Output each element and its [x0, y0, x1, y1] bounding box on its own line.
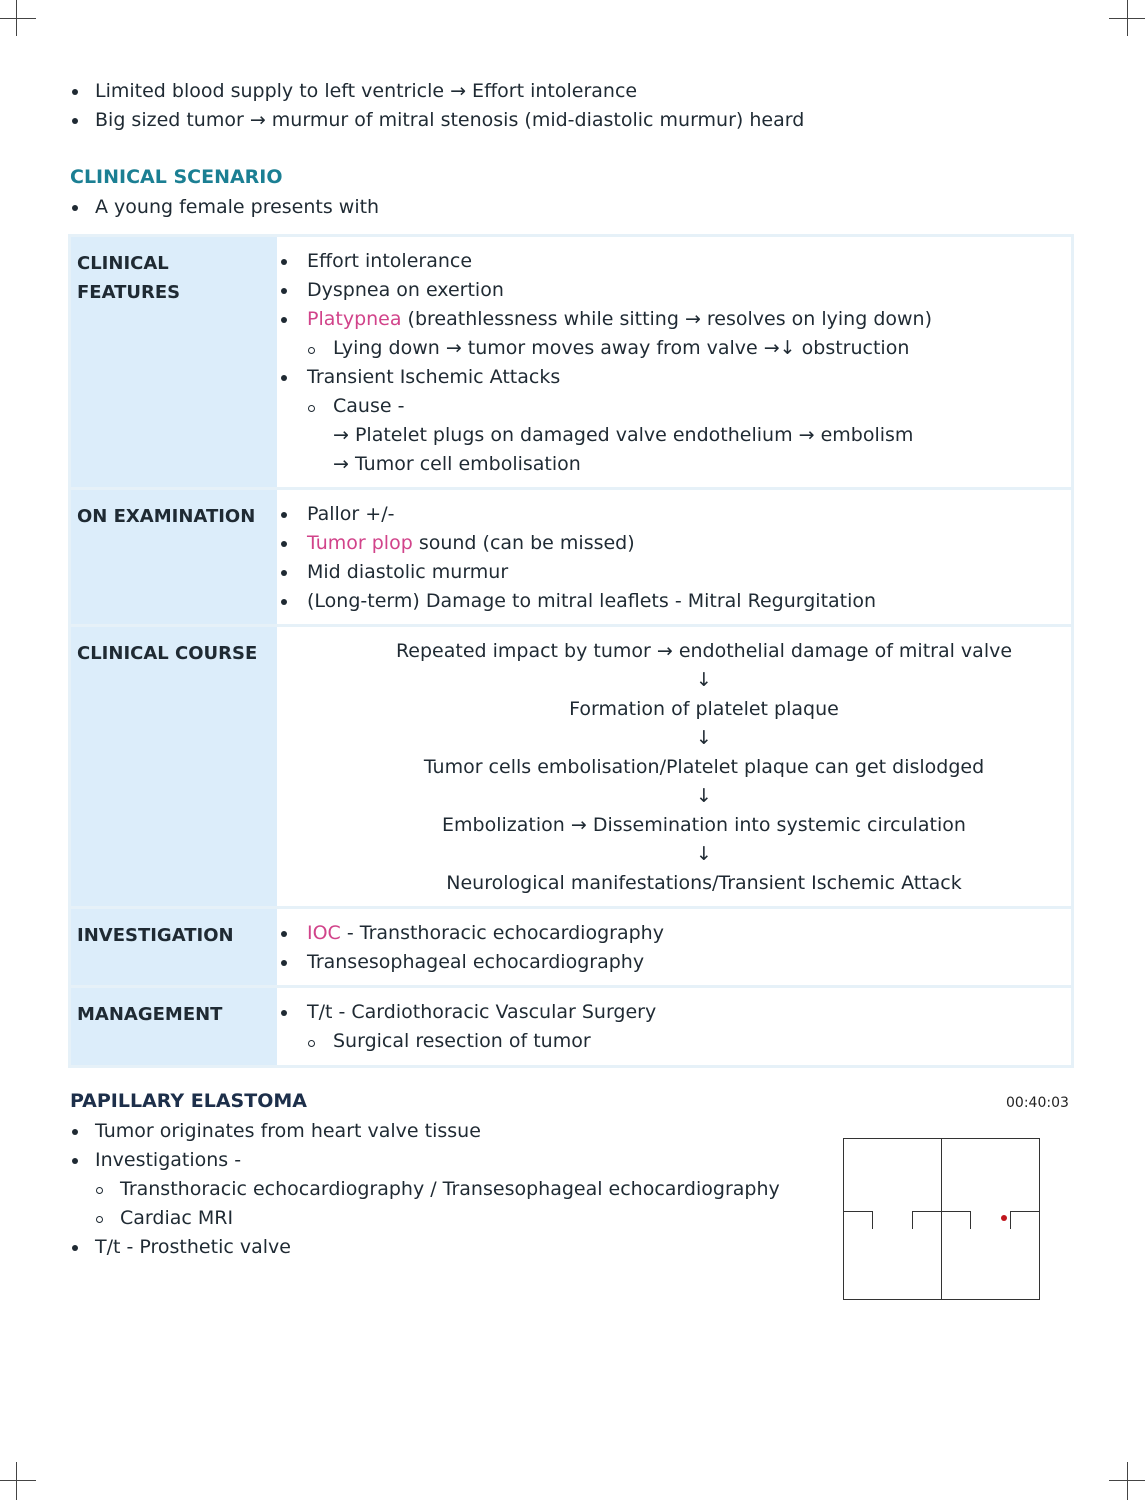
clinical-table: [68, 234, 1074, 1068]
bullet-icon: [281, 599, 287, 605]
list-item: Cardiac MRI: [70, 1204, 780, 1233]
sub-bullet-icon: [308, 347, 315, 354]
table-row-on-examination: [70, 489, 1073, 626]
papillary-elastoma-heading: PAPILLARY ELASTOMA: [70, 1090, 307, 1112]
bullet-icon: [281, 931, 287, 937]
list-item: Limited blood supply to left ventricle → Effort intolerance: [70, 77, 804, 106]
maze-wall: [872, 1211, 873, 1229]
row-label: CLINICAL COURSE: [70, 626, 278, 908]
list-item: Transthoracic echocardiography / Transesophageal echocardiography: [70, 1175, 780, 1204]
bullet-icon: [281, 512, 287, 518]
intro-bullet-list: [70, 77, 804, 135]
bullet-icon: [281, 375, 287, 381]
highlight-term: Platypnea: [307, 308, 402, 330]
position-marker-icon: [1001, 1215, 1007, 1221]
list-item: Tumor originates from heart valve tissue: [70, 1117, 780, 1146]
sub-bullet-icon: [308, 1040, 315, 1047]
row-content: [277, 626, 1073, 908]
maze-wall: [1010, 1211, 1011, 1229]
row-label: CLINICAL FEATURES: [70, 236, 278, 489]
list-item: → Platelet plugs on damaged valve endothelium → embolism: [333, 424, 914, 446]
maze-wall: [912, 1211, 913, 1229]
sub-bullet-icon: [96, 1187, 103, 1194]
down-arrow-icon: ↓: [696, 843, 712, 865]
flow-step: Tumor cells embolisation/Platelet plaque can get dislodged: [423, 756, 985, 778]
scenario-bullet-list: [70, 193, 379, 222]
list-item: A young female presents with: [70, 193, 379, 222]
row-content: [277, 236, 1073, 489]
list-item: Transesophageal echocardiography: [277, 948, 1061, 977]
bullet-icon: [281, 570, 287, 576]
bullet-icon: [72, 1245, 78, 1251]
maze-wall: [941, 1139, 942, 1299]
list-item: Effort intolerance: [277, 247, 1061, 276]
bullet-icon: [72, 89, 78, 95]
list-item: → Tumor cell embolisation: [333, 453, 581, 475]
flow-step: Formation of platelet plaque: [569, 698, 839, 720]
table-row-clinical-course: [70, 626, 1073, 908]
papillary-bullet-list: [70, 1117, 780, 1262]
flow-step: Embolization → Dissemination into systemic circulation: [442, 814, 966, 836]
bullet-icon: [281, 259, 287, 265]
sub-bullet-icon: [96, 1216, 103, 1223]
list-item: T/t - Prosthetic valve: [70, 1233, 780, 1262]
row-content: [277, 908, 1073, 987]
row-label: INVESTIGATION: [70, 908, 278, 987]
list-item: Tumor plop sound (can be missed): [277, 529, 1061, 558]
maze-wall: [1010, 1211, 1039, 1212]
bullet-icon: [72, 1129, 78, 1135]
flow-step: Repeated impact by tumor → endothelial damage of mitral valve: [395, 640, 1013, 662]
row-label: ON EXAMINATION: [70, 489, 278, 626]
list-item: Pallor +/-: [277, 500, 1061, 529]
down-arrow-icon: ↓: [696, 669, 712, 691]
list-item: T/t - Cardiothoracic Vascular Surgery: [277, 998, 1061, 1027]
bullet-icon: [281, 317, 287, 323]
list-item: Platypnea (breathlessness while sitting → resolves on lying down): [277, 305, 1061, 334]
bullet-icon: [281, 541, 287, 547]
sub-bullet-icon: [308, 405, 315, 412]
highlight-term: IOC: [307, 922, 341, 944]
row-content: [277, 489, 1073, 626]
flow-step: Neurological manifestations/Transient Ischemic Attack: [446, 872, 962, 894]
row-label: MANAGEMENT: [70, 987, 278, 1067]
list-item: Dyspnea on exertion: [277, 276, 1061, 305]
bullet-icon: [281, 1010, 287, 1016]
table-row-management: [70, 987, 1073, 1067]
list-item: Lying down → tumor moves away from valve →↓ obstruction: [277, 334, 1061, 363]
list-item: IOC - Transthoracic echocardiography: [277, 919, 1061, 948]
down-arrow-icon: ↓: [696, 785, 712, 807]
list-item: Transient Ischemic Attacks: [277, 363, 1061, 392]
bullet-icon: [72, 118, 78, 124]
highlight-term: Tumor plop: [307, 532, 413, 554]
bullet-icon: [281, 288, 287, 294]
row-content: [277, 987, 1073, 1067]
down-arrow-icon: ↓: [696, 727, 712, 749]
clinical-course-flow: [277, 637, 1061, 898]
bullet-icon: [72, 1158, 78, 1164]
list-item: Investigations -: [70, 1146, 780, 1175]
clinical-scenario-heading: CLINICAL SCENARIO: [70, 166, 283, 188]
table-row-investigation: [70, 908, 1073, 987]
list-item: Big sized tumor → murmur of mitral stenosis (mid-diastolic murmur) heard: [70, 106, 804, 135]
table-row-clinical-features: [70, 236, 1073, 489]
list-item: (Long-term) Damage to mitral leaflets - Mitral Regurgitation: [277, 587, 1061, 616]
bullet-icon: [72, 205, 78, 211]
bullet-icon: [281, 960, 287, 966]
maze-widget: [843, 1138, 1040, 1300]
list-item: Surgical resection of tumor: [277, 1027, 1061, 1056]
maze-wall: [970, 1211, 971, 1229]
timer-readout: 00:40:03: [1006, 1095, 1069, 1111]
list-item: Cause -: [277, 392, 1061, 421]
maze-wall: [912, 1211, 970, 1212]
maze-wall: [844, 1211, 872, 1212]
list-item: Mid diastolic murmur: [277, 558, 1061, 587]
